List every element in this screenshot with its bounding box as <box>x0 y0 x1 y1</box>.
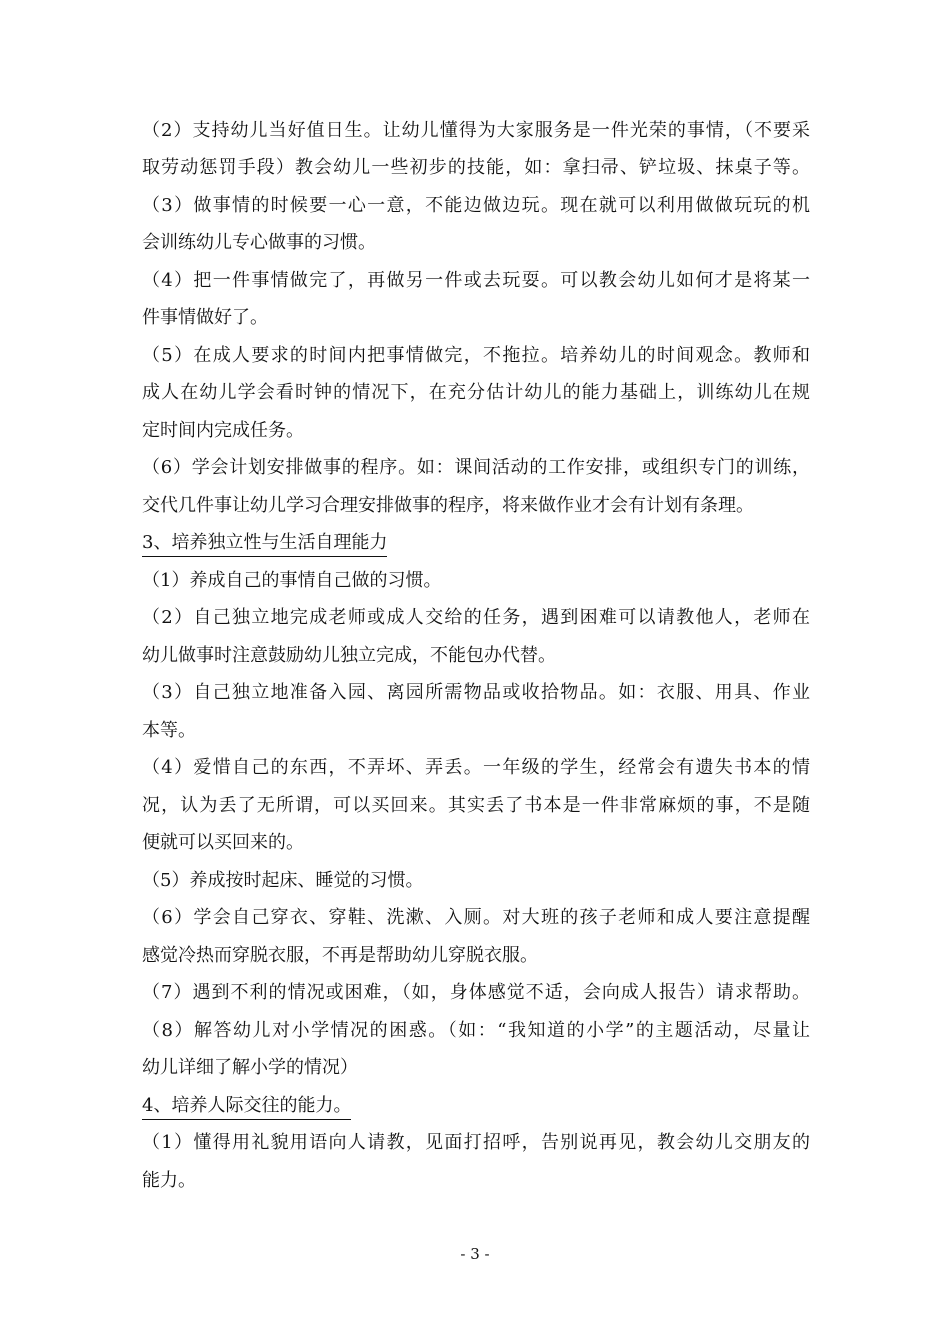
section-heading-text: 4、培养人际交往的能力。 <box>142 1094 351 1120</box>
paragraph-line: （3）做事情的时候要一心一意，不能边做边玩。现在就可以利用做做玩玩的机 <box>142 195 810 216</box>
paragraph-line: 取劳动惩罚手段）教会幼儿一些初步的技能，如：拿扫帚、铲垃圾、抹桌子等。 <box>142 157 810 178</box>
paragraph-line: 本等。 <box>142 720 196 741</box>
paragraph-line: 会训练幼儿专心做事的习惯。 <box>142 232 376 253</box>
paragraph-line: 件事情做好了。 <box>142 307 268 328</box>
paragraph-line: （8）解答幼儿对小学情况的困惑。（如：“我知道的小学”的主题活动，尽量让 <box>142 1020 810 1041</box>
section-heading <box>142 531 810 557</box>
paragraph-line: （1）养成自己的事情自己做的习惯。 <box>142 570 442 591</box>
paragraph-line: 幼儿详细了解小学的情况） <box>142 1057 358 1078</box>
paragraph-line: （6）学会自己穿衣、穿鞋、洗漱、入厕。对大班的孩子老师和成人要注意提醒 <box>142 907 810 928</box>
paragraph-line: （1）懂得用礼貌用语向人请教，见面打招呼，告别说再见，教会幼儿交朋友的 <box>142 1132 810 1153</box>
paragraph-line: （6）学会计划安排做事的程序。如：课间活动的工作安排，或组织专门的训练， <box>142 457 810 478</box>
paragraph-line: （2）自己独立地完成老师或成人交给的任务，遇到困难可以请教他人，老师在 <box>142 607 810 628</box>
paragraph-line: 定时间内完成任务。 <box>142 420 304 441</box>
paragraph-line: （2）支持幼儿当好值日生。让幼儿懂得为大家服务是一件光荣的事情，（不要采 <box>142 120 810 141</box>
paragraph-line: 便就可以买回来的。 <box>142 832 304 853</box>
paragraph-line: 况，认为丢了无所谓，可以买回来。其实丢了书本是一件非常麻烦的事，不是随 <box>142 795 810 816</box>
paragraph-line: （5）在成人要求的时间内把事情做完，不拖拉。培养幼儿的时间观念。教师和 <box>142 345 810 366</box>
section-heading-text: 3、培养独立性与生活自理能力 <box>142 531 387 557</box>
paragraph-line: （4）爱惜自己的东西，不弄坏、弄丢。一年级的学生，经常会有遗失书本的情 <box>142 757 810 778</box>
section-heading <box>142 1094 810 1120</box>
paragraph-line: （7）遇到不利的情况或困难，（如，身体感觉不适，会向成人报告）请求帮助。 <box>142 982 810 1003</box>
paragraph-line: （4）把一件事情做完了，再做另一件或去玩耍。可以教会幼儿如何才是将某一 <box>142 270 810 291</box>
paragraph-line: （5）养成按时起床、睡觉的习惯。 <box>142 870 424 891</box>
paragraph-line: 能力。 <box>142 1170 196 1191</box>
page-number: - 3 - <box>460 1245 490 1263</box>
paragraph-line: 成人在幼儿学会看时钟的情况下，在充分估计幼儿的能力基础上，训练幼儿在规 <box>142 382 810 403</box>
paragraph-line: （3）自己独立地准备入园、离园所需物品或收拾物品。如：衣服、用具、作业 <box>142 682 810 703</box>
paragraph-line: 感觉冷热而穿脱衣服，不再是帮助幼儿穿脱衣服。 <box>142 945 538 966</box>
paragraph-line: 交代几件事让幼儿学习合理安排做事的程序，将来做作业才会有计划有条理。 <box>142 495 754 516</box>
paragraph-line: 幼儿做事时注意鼓励幼儿独立完成，不能包办代替。 <box>142 645 556 666</box>
